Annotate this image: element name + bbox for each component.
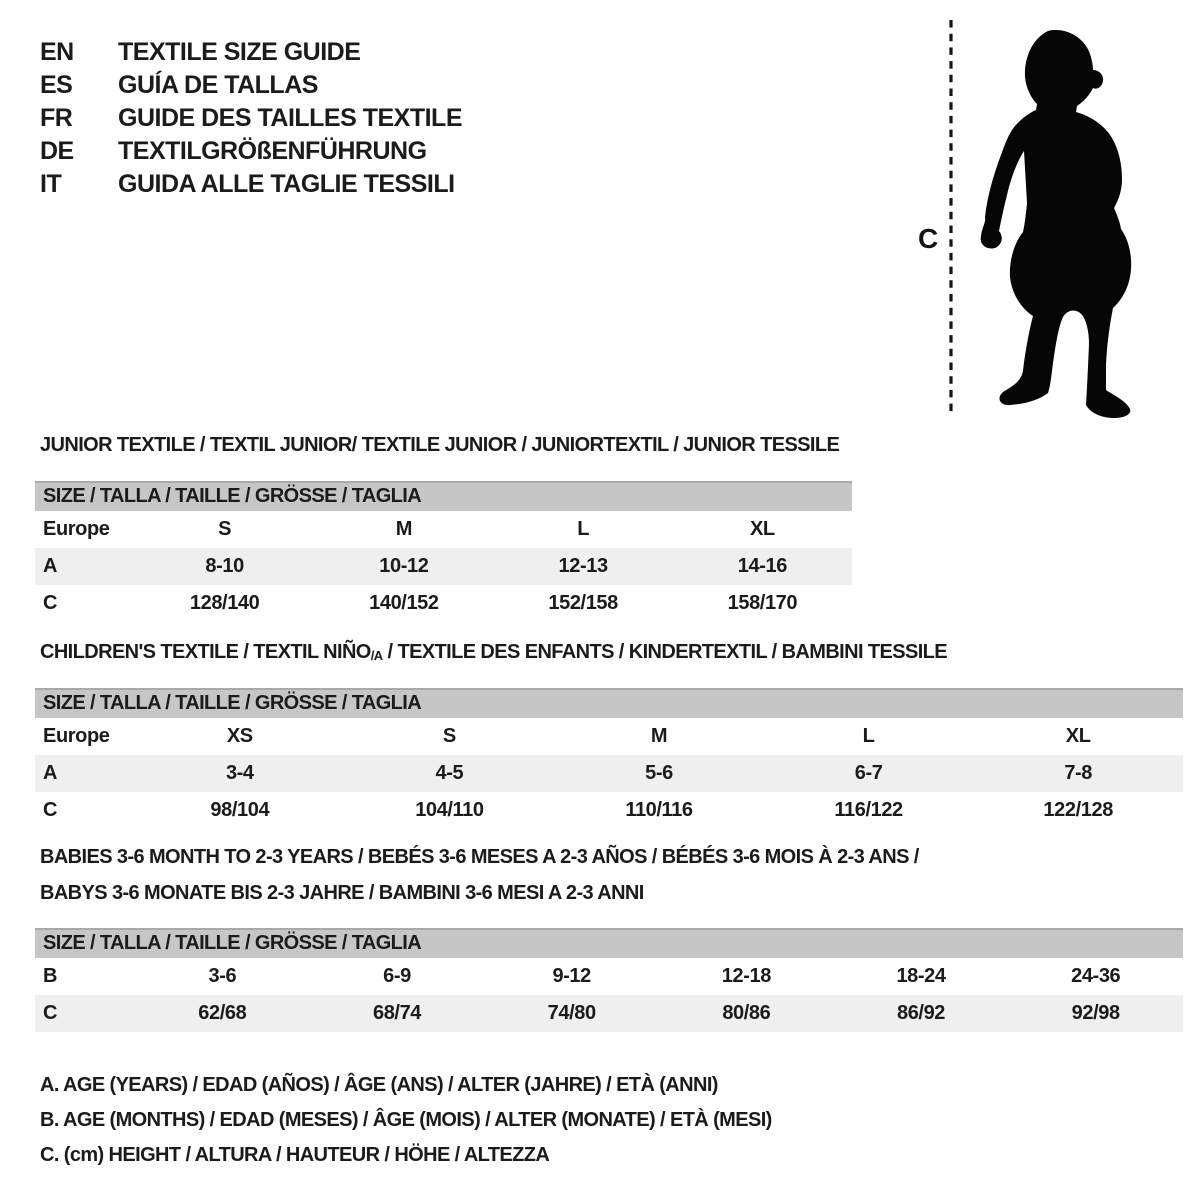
row-value: S [218, 518, 232, 540]
language-code: ES [40, 71, 73, 99]
row-value: 3-6 [208, 965, 237, 987]
row-value: 14-16 [737, 555, 787, 577]
section-heading [40, 434, 839, 456]
language-title-list [40, 36, 462, 201]
section-heading-line [40, 641, 947, 665]
table-row [35, 718, 1183, 755]
height-label: C [918, 223, 939, 254]
row-value: 62/68 [198, 1002, 247, 1024]
language-title: TEXTILGRÖßENFÜHRUNG [118, 137, 427, 165]
size-table-header: SIZE / TALLA / TAILLE / GRÖSSE / TAGLIA [35, 928, 1183, 958]
row-label: Europe [43, 725, 110, 747]
row-value: 158/170 [727, 592, 798, 614]
row-value: XS [226, 725, 253, 747]
row-value: 92/98 [1071, 1002, 1120, 1024]
row-value: M [395, 518, 412, 540]
heading-text: /A [370, 648, 383, 663]
row-label: C [43, 1002, 58, 1024]
row-value: 80/86 [722, 1002, 771, 1024]
baby-height-figure [898, 8, 1160, 420]
heading-text: JUNIOR TEXTILE / TEXTIL JUNIOR/ TEXTILE JUNIOR / JUNIORTEXTIL / JUNIOR TESSILE [40, 434, 840, 456]
language-row [40, 36, 462, 69]
row-label: B [43, 965, 58, 987]
row-value: 3-4 [225, 762, 254, 784]
heading-text: / TEXTILE DES ENFANTS / KINDERTEXTIL / BAMBINI TESSILE [382, 641, 948, 663]
table-row [35, 755, 1183, 792]
table-row [35, 511, 852, 548]
row-value: 152/158 [548, 592, 618, 614]
language-code: DE [40, 137, 74, 165]
row-value: L [862, 725, 875, 747]
row-value: 110/116 [625, 799, 693, 821]
row-value: 86/92 [896, 1002, 946, 1024]
section-heading-line [40, 846, 919, 868]
row-value: S [442, 725, 456, 747]
row-value: 12-13 [558, 555, 608, 577]
row-value: 6-9 [383, 965, 411, 987]
size-table [35, 688, 1183, 829]
row-value: 98/104 [210, 799, 270, 821]
row-value: 10-12 [379, 555, 429, 577]
language-row [40, 168, 462, 201]
language-title: GUIDA ALLE TAGLIE TESSILI [118, 170, 455, 198]
table-row [35, 548, 852, 585]
language-code: FR [40, 104, 73, 132]
row-value: 9-12 [552, 965, 591, 987]
language-title: GUIDE DES TAILLES TEXTILE [118, 104, 463, 132]
language-row [40, 135, 462, 168]
language-title: GUÍA DE TALLAS [118, 71, 318, 99]
row-value: 5-6 [645, 762, 673, 784]
row-value: 8-10 [205, 555, 244, 577]
row-value: 6-7 [854, 762, 883, 784]
section-heading [40, 641, 947, 665]
size-table [35, 928, 1183, 1032]
legend-line: C. (cm) HEIGHT / ALTURA / HAUTEUR / HÖHE / ALTEZZA [40, 1144, 550, 1166]
row-label: C [43, 799, 58, 821]
row-label: Europe [43, 518, 110, 540]
row-label: A [43, 762, 58, 784]
row-value: 24-36 [1071, 965, 1121, 987]
row-value: 140/152 [369, 592, 439, 614]
size-table-header: SIZE / TALLA / TAILLE / GRÖSSE / TAGLIA [35, 688, 1183, 718]
row-value: 104/110 [415, 799, 484, 821]
legend-line: A. AGE (YEARS) / EDAD (AÑOS) / ÂGE (ANS) / ALTER (JAHRE) / ETÀ (ANNI) [40, 1074, 718, 1096]
language-code: IT [40, 170, 62, 198]
row-value: 4-5 [435, 762, 464, 784]
row-value: 122/128 [1043, 799, 1113, 821]
language-title: TEXTILE SIZE GUIDE [118, 38, 361, 66]
language-code: EN [40, 38, 74, 66]
legend-line: B. AGE (MONTHS) / EDAD (MESES) / ÂGE (MOIS) / ALTER (MONATE) / ETÀ (MESI) [40, 1109, 772, 1131]
row-label: A [43, 555, 58, 577]
measurement-legend [40, 1068, 772, 1173]
row-value: M [650, 725, 668, 747]
row-value: 18-24 [896, 965, 946, 987]
heading-text: CHILDREN'S TEXTILE / TEXTIL NIÑO [40, 641, 371, 663]
table-row [35, 792, 1183, 829]
row-value: 68/74 [372, 1002, 422, 1024]
row-value: 74/80 [547, 1002, 596, 1024]
row-value: 12-18 [721, 965, 771, 987]
size-table-header: SIZE / TALLA / TAILLE / GRÖSSE / TAGLIA [35, 481, 852, 511]
section-heading-line [40, 434, 839, 456]
table-row [35, 958, 1183, 995]
row-value: L [577, 518, 590, 540]
row-label: C [43, 592, 58, 614]
language-row [40, 69, 462, 102]
table-row [35, 585, 852, 622]
heading-text: BABYS 3-6 MONATE BIS 2-3 JAHRE / BAMBINI 3-6 MESI A 2-3 ANNI [40, 882, 644, 904]
row-value: XL [1065, 725, 1091, 747]
baby-silhouette [981, 30, 1131, 418]
row-value: 116/122 [834, 799, 903, 821]
section-heading [40, 846, 919, 904]
row-value: 7-8 [1064, 762, 1093, 784]
size-table [35, 481, 852, 622]
heading-text: BABIES 3-6 MONTH TO 2-3 YEARS / BEBÉS 3-6 MESES A 2-3 AÑOS / BÉBÉS 3-6 MOIS À 2-3 ANS / [40, 846, 919, 868]
row-value: XL [749, 518, 775, 540]
row-value: 128/140 [189, 592, 260, 614]
section-heading-line [40, 882, 919, 904]
language-row [40, 102, 462, 135]
table-row [35, 995, 1183, 1032]
